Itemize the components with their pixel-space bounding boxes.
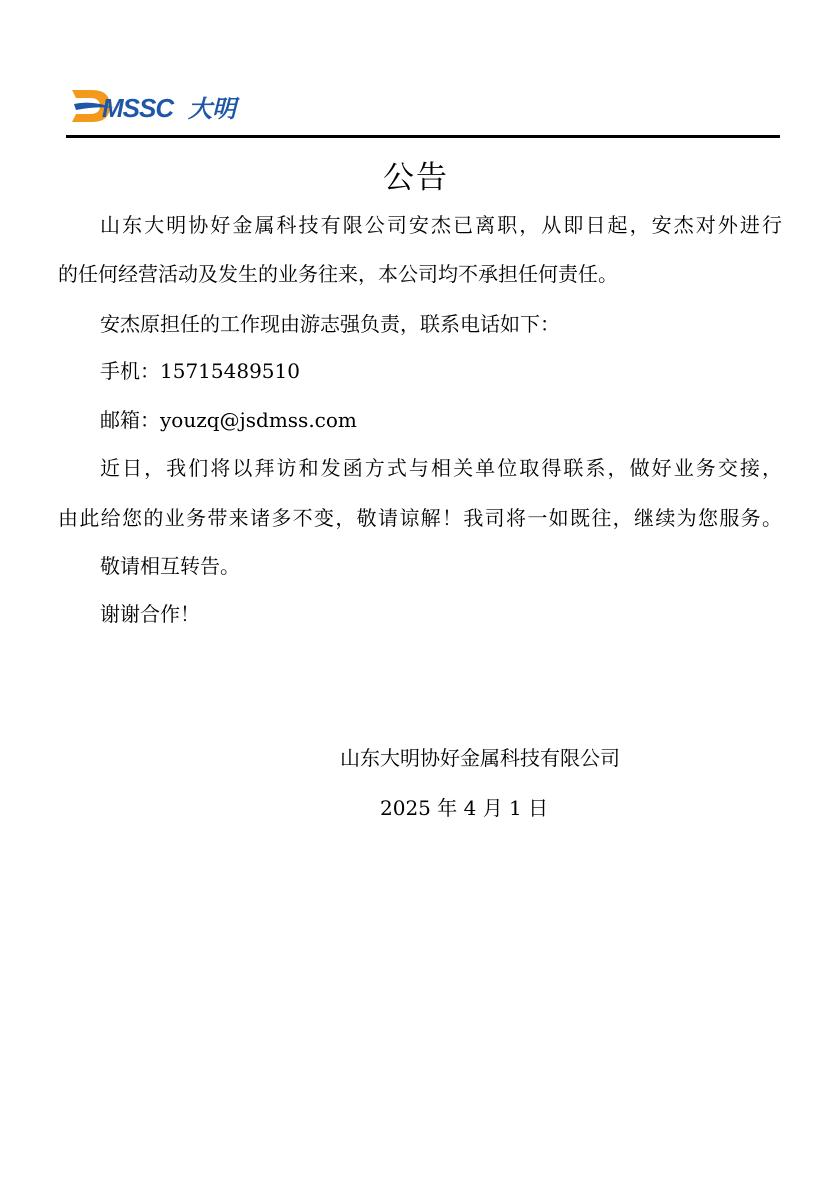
paragraph-4: 敬请相互转告。: [100, 554, 240, 578]
paragraph-3-line-2: 由此给您的业务带来诸多不变，敬请谅解！我司将一如既往，继续为您服务。: [58, 506, 782, 530]
signature-company: 山东大明协好金属科技有限公司: [340, 746, 620, 770]
svg-text:大明: 大明: [188, 95, 236, 123]
svg-text:MSSC: MSSC: [102, 93, 174, 123]
page-title: 公告: [383, 160, 449, 196]
signature-date: 2025 年 4 月 1 日: [380, 796, 549, 820]
paragraph-3-line-1: 近日，我们将以拜访和发函方式与相关单位取得联系，做好业务交接，: [100, 456, 782, 480]
paragraph-2: 安杰原担任的工作现由游志强负责，联系电话如下：: [100, 312, 560, 336]
company-logo: [70, 86, 250, 126]
paragraph-1-line-2: 的任何经营活动及发生的业务往来，本公司均不承担任何责任。: [58, 262, 618, 286]
paragraph-1-line-1: 山东大明协好金属科技有限公司安杰已离职，从即日起，安杰对外进行: [100, 213, 782, 237]
contact-phone: 手机：15715489510: [100, 359, 300, 383]
contact-email: 邮箱：youzq@jsdmss.com: [100, 408, 357, 432]
header-rule: [66, 135, 780, 138]
paragraph-5: 谢谢合作！: [100, 602, 200, 626]
